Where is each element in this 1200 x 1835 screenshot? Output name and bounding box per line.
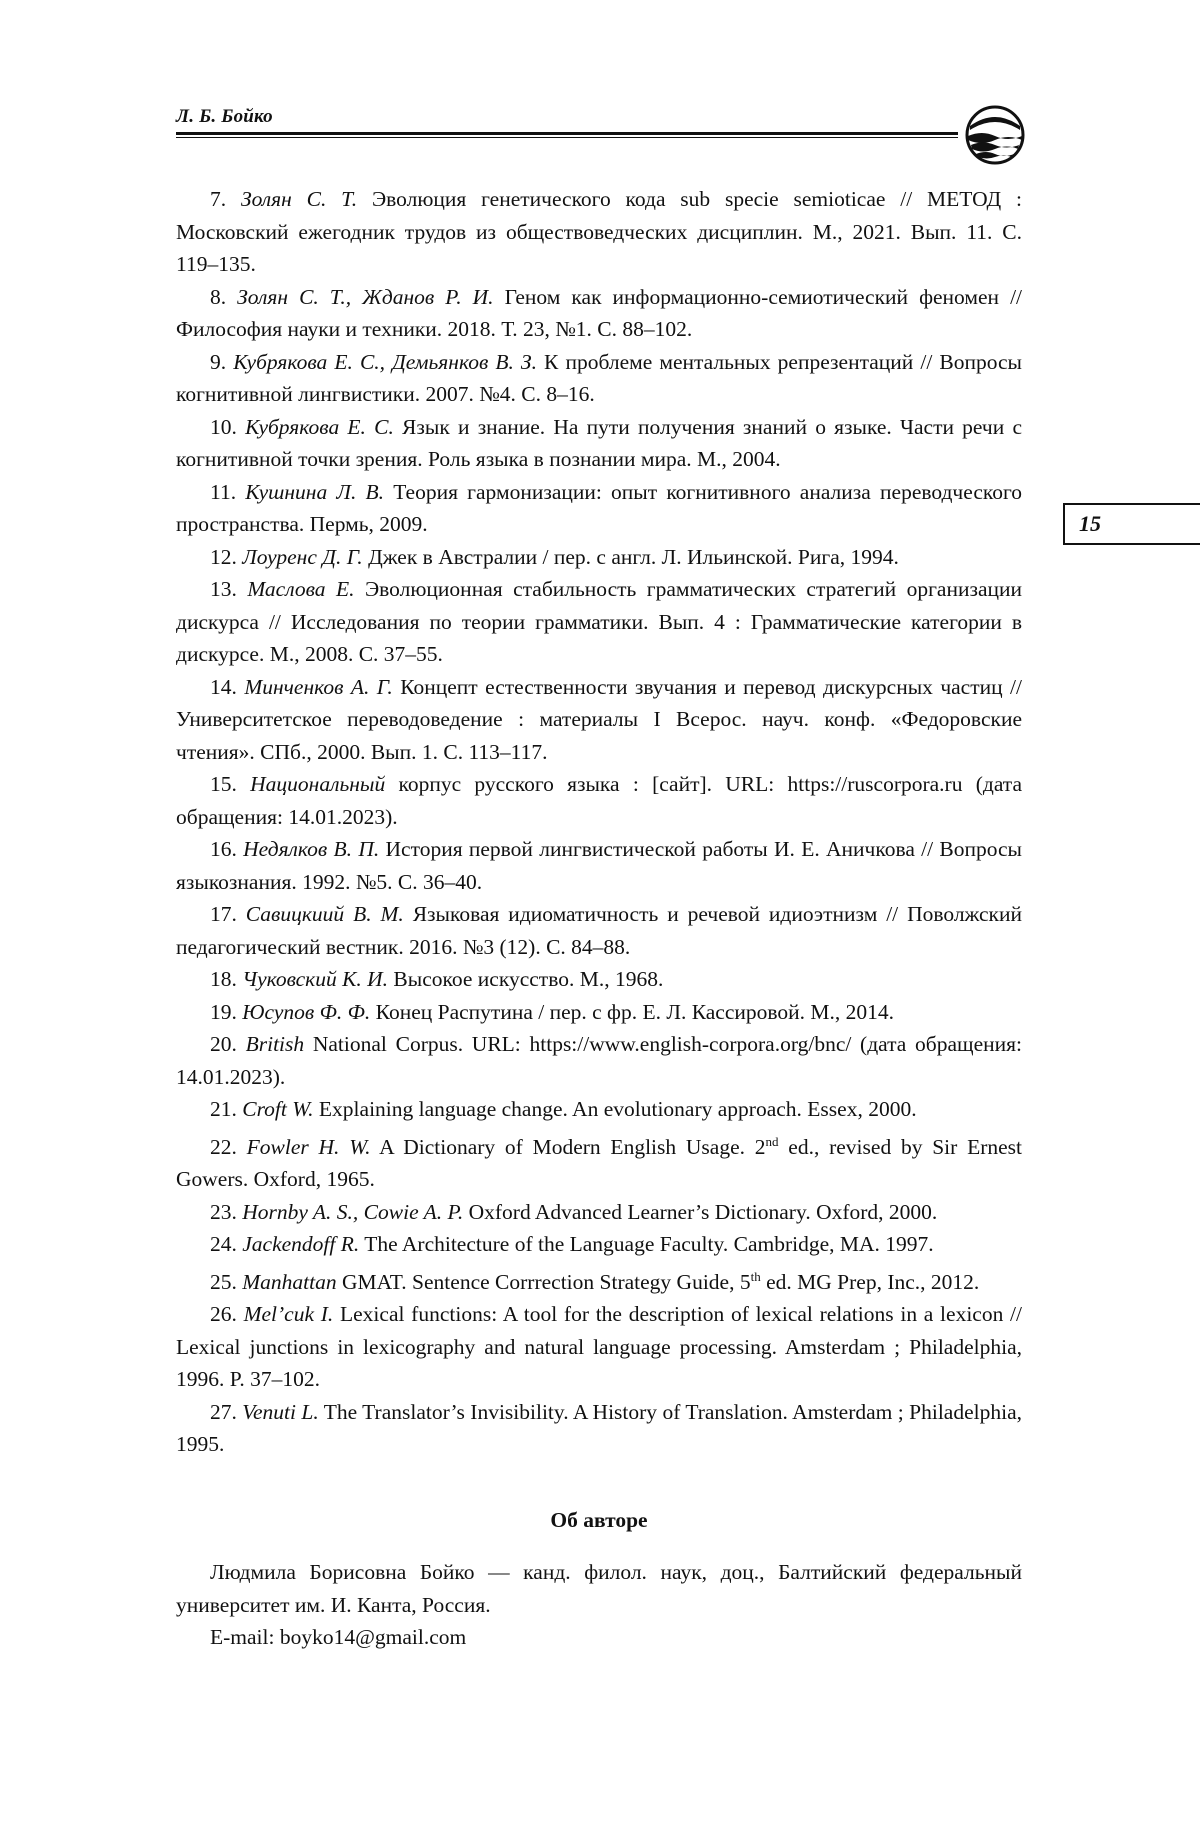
reference-number: 7.: [210, 187, 227, 211]
reference-text: Язык и знание. На пути получения знаний о языке. Части речи с когнитивной точки зрения. Роль языка в познании мира. М., 2004.: [176, 414, 1023, 471]
reference-number: 27.: [210, 1399, 237, 1424]
reference-text: National Corpus. URL: https://www.english-corpora.org/bnc/ (дата обращения: 14.01.2023).: [176, 1032, 1023, 1089]
author-bio: Людмила Борисовна Бойко — канд. филол. наук, доц., Балтийский федеральный университет им. И. Канта, Россия.: [176, 1560, 1022, 1617]
reference-text: Языковая идиоматичность и речевой идиоэтнизм // Поволжский педагогический вестник. 2016. №3 (12). С. 84–88.: [176, 902, 1023, 959]
reference-text: К проблеме ментальных репрезентаций // Вопросы когнитивной лингвистики. 2007. №4. С. 8–16.: [176, 349, 1023, 406]
reference-item: [176, 281, 1022, 346]
reference-item: [176, 1126, 1022, 1196]
reference-authors: Юсупов Ф. Ф.: [242, 999, 371, 1024]
reference-authors: Национальный: [250, 772, 386, 796]
reference-number: 10.: [210, 414, 237, 439]
reference-authors: Manhattan: [242, 1269, 337, 1294]
reference-text: The Translator’s Invisibility. A History of Translation. Amsterdam ; Philadelphia, 1995.: [176, 1399, 1022, 1457]
reference-authors: Fowler H. W.: [246, 1134, 371, 1159]
reference-item: [176, 898, 1022, 963]
reference-superscript: th: [750, 1268, 761, 1284]
reference-number: 20.: [210, 1032, 237, 1056]
reference-item: [176, 346, 1022, 411]
reference-item: [176, 183, 1022, 281]
reference-text-tail: ed., revised by Sir Ernest Gowers. Oxford, 1965.: [176, 1134, 1023, 1192]
reference-authors: Чуковский К. И.: [242, 967, 389, 991]
reference-authors: Кубрякова Е. С., Демьянков В. З.: [233, 349, 537, 374]
reference-number: 23.: [210, 1199, 237, 1224]
about-author: [176, 1556, 1022, 1654]
reference-number: 17.: [210, 902, 237, 926]
reference-number: 16.: [210, 837, 237, 861]
reference-item: [176, 996, 1022, 1029]
running-head: Л. Б. Бойко: [176, 106, 273, 127]
reference-item: [176, 1228, 1022, 1261]
reference-text: Джек в Австралии / пер. с англ. Л. Ильинской. Рига, 1994.: [368, 544, 899, 569]
reference-number: 22.: [210, 1134, 237, 1159]
reference-text: Геном как информационно-семиотический феномен // Философия науки и техники. 2018. Т. 23, №1. С. 88–102.: [176, 284, 1023, 341]
reference-authors: Золян С. Т., Жданов Р. И.: [237, 284, 494, 309]
reference-item: [176, 671, 1022, 769]
reference-text: корпус русского языка : [сайт]. URL: https://ruscorpora.ru (дата обращения: 14.01.2023).: [176, 772, 1023, 829]
reference-item: [176, 476, 1022, 541]
reference-authors: Золян С. Т.: [240, 187, 358, 211]
reference-text: История первой лингвистической работы И. Е. Аничкова // Вопросы языкознания. 1992. №5. С. 36–40.: [176, 837, 1022, 894]
reference-item: [176, 963, 1022, 996]
reference-text-tail: ed. MG Prep, Inc., 2012.: [760, 1269, 980, 1294]
reference-list: [176, 183, 1022, 1461]
reference-authors: Croft W.: [242, 1097, 314, 1121]
reference-number: 26.: [210, 1302, 237, 1327]
reference-text: Высокое искусство. М., 1968.: [393, 967, 664, 991]
reference-item: [176, 573, 1022, 671]
page-number: 15: [1079, 511, 1101, 536]
reference-authors: British: [245, 1032, 305, 1056]
reference-item: [176, 1261, 1022, 1299]
reference-superscript: nd: [765, 1133, 779, 1149]
reference-authors: Минченков А. Г.: [244, 674, 393, 699]
header-rule-thick: [176, 132, 958, 135]
reference-authors: Лоуренс Д. Г.: [242, 544, 363, 569]
reference-item: [176, 1028, 1022, 1093]
reference-item: [176, 833, 1022, 898]
reference-number: 24.: [210, 1232, 237, 1257]
reference-number: 12.: [210, 544, 237, 569]
reference-item: [176, 1093, 1022, 1126]
reference-item: [176, 1196, 1022, 1229]
reference-number: 13.: [210, 577, 237, 601]
reference-authors: Jackendoff R.: [242, 1232, 360, 1257]
reference-item: [176, 541, 1022, 574]
reference-authors: Савицкиий В. М.: [245, 902, 404, 926]
reference-text: The Architecture of the Language Faculty. Cambridge, MA. 1997.: [364, 1232, 934, 1257]
reference-authors: Venuti L.: [242, 1399, 319, 1424]
reference-number: 25.: [210, 1269, 237, 1294]
reference-text: Lexical functions: A tool for the description of lexical relations in a lexicon // Lexical junctions in lexicography and natural language processing. Amsterdam ; Philadelphia, 1996. P. 37–102.: [176, 1302, 1022, 1392]
reference-item: [176, 768, 1022, 833]
reference-number: 11.: [210, 479, 237, 504]
reference-text: Эволюция генетического кода sub specie semioticae // МЕТОД : Московский ежегодник трудов из обществоведческих дисциплин. М., 2021. Вып. 11. С. 119–135.: [176, 187, 1022, 276]
reference-authors: Кушнина Л. В.: [245, 479, 385, 504]
about-author-heading: Об авторе: [550, 1508, 648, 1532]
reference-number: 19.: [210, 999, 237, 1024]
reference-number: 15.: [210, 772, 237, 796]
page-number-box: [1063, 503, 1200, 545]
reference-text: A Dictionary of Modern English Usage. 2: [379, 1134, 766, 1159]
reference-number: 14.: [210, 674, 237, 699]
reference-authors: Маслова Е.: [247, 577, 355, 601]
journal-wave-logo-icon: [964, 104, 1026, 166]
author-email: E-mail: boyko14@gmail.com: [210, 1625, 467, 1649]
reference-number: 21.: [210, 1097, 237, 1121]
reference-number: 8.: [210, 284, 227, 309]
reference-text: Oxford Advanced Learner’s Dictionary. Oxford, 2000.: [468, 1199, 938, 1224]
reference-number: 9.: [210, 349, 227, 374]
reference-item: [176, 411, 1022, 476]
reference-text: Explaining language change. An evolutionary approach. Essex, 2000.: [318, 1097, 917, 1121]
reference-item: [176, 1396, 1022, 1461]
reference-text: Конец Распутина / пер. с фр. Е. Л. Кассировой. М., 2014.: [375, 999, 895, 1024]
reference-authors: Недялков В. П.: [243, 837, 380, 861]
reference-authors: Mel’cuk I.: [243, 1302, 334, 1327]
reference-number: 18.: [210, 967, 237, 991]
reference-text: Теория гармонизации: опыт когнитивного анализа переводческого пространства. Пермь, 2009.: [176, 479, 1023, 536]
header-rule-thin: [176, 137, 958, 138]
reference-text: Концепт естественности звучания и перевод дискурсных частиц // Университетское переводоведение : материалы I Всерос. науч. конф. «Федоровские чтения». СПб., 2000. Вып. 1. С. 113–117.: [176, 674, 1023, 764]
reference-item: [176, 1298, 1022, 1396]
reference-authors: Кубрякова Е. С.: [245, 414, 394, 439]
reference-text: GMAT. Sentence Corrrection Strategy Guide, 5: [341, 1269, 751, 1294]
reference-authors: Hornby A. S., Cowie A. P.: [242, 1199, 464, 1224]
reference-text: Эволюционная стабильность грамматических стратегий организации дискурса // Исследования по теории грамматики. Вып. 4 : Грамматические категории в дискурсе. М., 2008. С. 37–55.: [176, 577, 1023, 666]
